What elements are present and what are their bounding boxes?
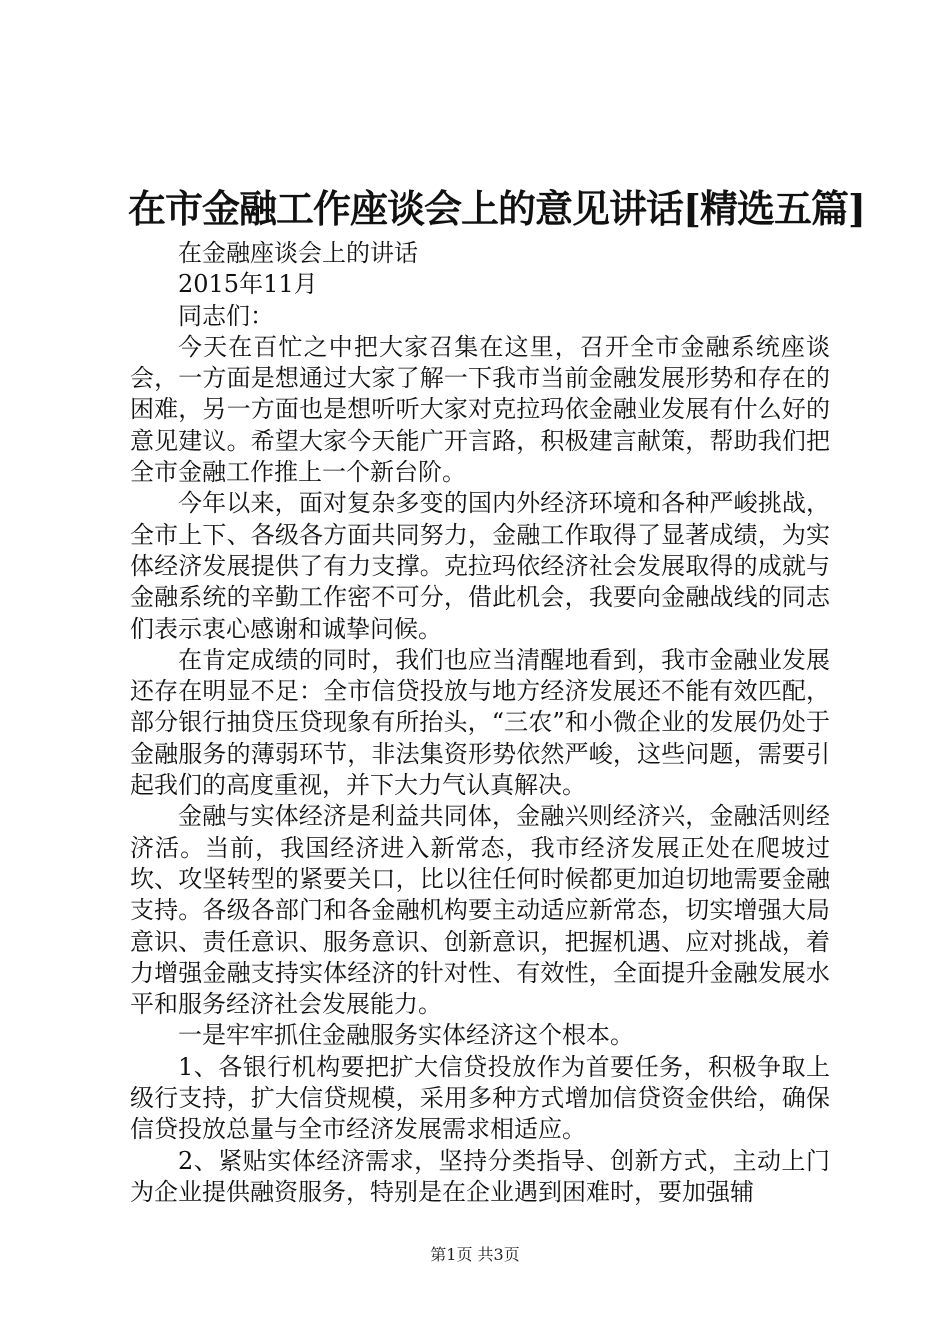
paragraph: 今天在百忙之中把大家召集在这里，召开全市金融系统座谈会，一方面是想通过大家了解一下我市当前金融发展形势和存在的困难，另一方面也是想听听大家对克拉玛依金融业发展有什么好的意见建议。希望大家今天能广开言路，积极建言献策，帮助我们把全市金融工作推上一个新台阶。: [130, 332, 830, 487]
subtitle: 在金融座谈会上的讲话: [178, 239, 418, 267]
page-footer: [0, 1244, 950, 1266]
section-heading: 一是牢牢抓住金融服务实体经济这个根本。: [178, 1021, 634, 1050]
document-body: [130, 238, 830, 1208]
list-item: 1、各银行机构要把扩大信贷投放作为首要任务，积极争取上级行支持，扩大信贷规模，采用多种方式增加信贷资金供给，确保信贷投放总量与全市经济发展需求相适应。: [130, 1052, 830, 1144]
document-title: 在市金融工作座谈会上的意见讲话[精选五篇]: [128, 186, 865, 231]
paragraph: 金融与实体经济是利益共同体，金融兴则经济兴，金融活则经济活。当前，我国经济进入新常态，我市经济发展正处在爬坡过坎、攻坚转型的紧要关口，比以往任何时候都更加迫切地需要金融支持。各级各部门和各金融机构要主动适应新常态，切实增强大局意识、责任意识、服务意识、创新意识，把握机遇、应对挑战，着力增强金融支持实体经济的针对性、有效性，全面提升金融发展水平和服务经济社会发展能力。: [130, 802, 830, 1019]
paragraph: 今年以来，面对复杂多变的国内外经济环境和各种严峻挑战，全市上下、各级各方面共同努力，金融工作取得了显著成绩，为实体经济发展提供了有力支撑。克拉玛依经济社会发展取得的成就与金融系统的辛勤工作密不可分，借此机会，我要向金融战线的同志们表示衷心感谢和诚挚问候。: [130, 489, 830, 643]
salutation: 同志们：: [178, 301, 274, 330]
page-number: 第1页 共3页: [430, 1245, 520, 1264]
list-item: 2、紧贴实体经济需求，坚持分类指导、创新方式，主动上门为企业提供融资服务，特别是在企业遇到困难时，要加强辅: [130, 1146, 830, 1206]
paragraph: 在肯定成绩的同时，我们也应当清醒地看到，我市金融业发展还存在明显不足：全市信贷投放与地方经济发展还不能有效匹配，部分银行抽贷压贷现象有所抬头，“三农”和小微企业的发展仍处于金融服务的薄弱环节，非法集资形势依然严峻，这些问题，需要引起我们的高度重视，并下大力气认真解决。: [130, 645, 830, 800]
date-line: 2015年11月: [178, 270, 318, 299]
